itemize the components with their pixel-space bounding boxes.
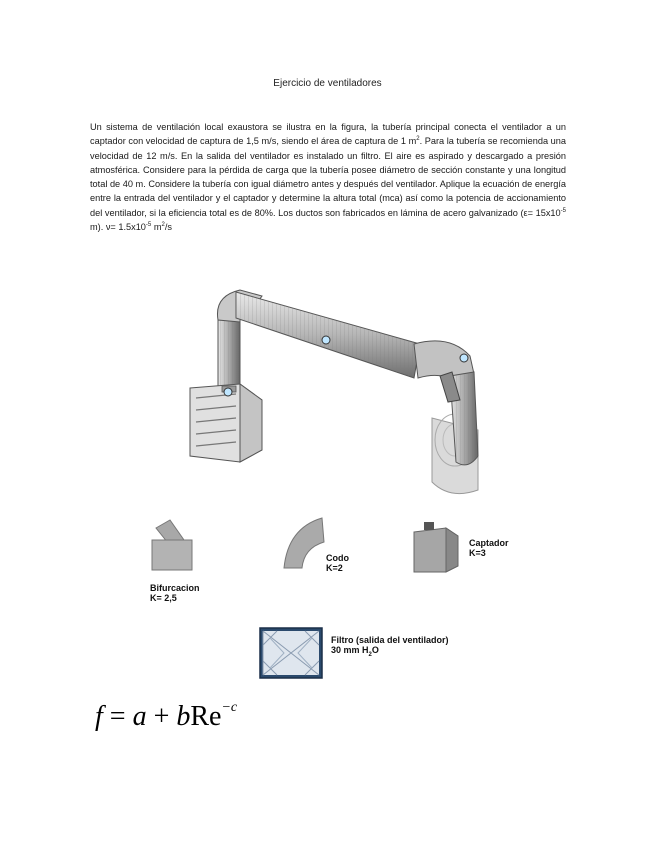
bifurcation-fitting [152, 520, 192, 570]
measure-point-duct [322, 336, 330, 344]
problem-statement: Un sistema de ventilación local exaustora se ilustra en la figura, la tubería principal conecta el ventilador a un captador con velocidad de captura de 1,5 m/s, siendo el área de captura de 1 $m^2$. Para la tubería se recomienda una velocidad de 12 m/s. En la salida del ventilador es instalado un filtro. El aire es aspirado y descargado a presión atmosférica. Considere para la pérdida de carga que la tubería posee diámetro de sección constante y una longitud total de 40 m. Considere la tubería con igual diámetro antes y después del ventilador. Aplique la ecuación de energía entre la entrada del ventilador y el captador y determine la altura total (mca) así como la potencia de accionamiento del ventilador, si la eficiencia total es de 80%. Los ductos son fabricados en lámina de acero galvanizado ($\varepsilon= 15x10^{-5}$ m). $\nu= 1.5x10^{-5}$ $m^2/s$ [90, 122, 566, 233]
label-captador: Captador K=3 [469, 538, 509, 558]
filter-panel [260, 628, 322, 678]
main-duct [236, 292, 420, 378]
label-filtro: Filtro (salida del ventilador) 30 mm $H_2O$ [331, 635, 449, 658]
document-title: Ejercicio de ventiladores [273, 78, 382, 89]
hood-fitting [414, 522, 458, 572]
friction-factor-formula: f = a + bRe$^{-c}$ [95, 700, 238, 732]
left-riser-duct [218, 318, 240, 390]
label-codo: Codo K=2 [326, 553, 349, 573]
label-bifurcacion: Bifurcacion K= 2,5 [150, 583, 200, 603]
elbow-fitting [284, 518, 324, 568]
measure-point-hood [224, 388, 232, 396]
measure-point-fan [460, 354, 468, 362]
